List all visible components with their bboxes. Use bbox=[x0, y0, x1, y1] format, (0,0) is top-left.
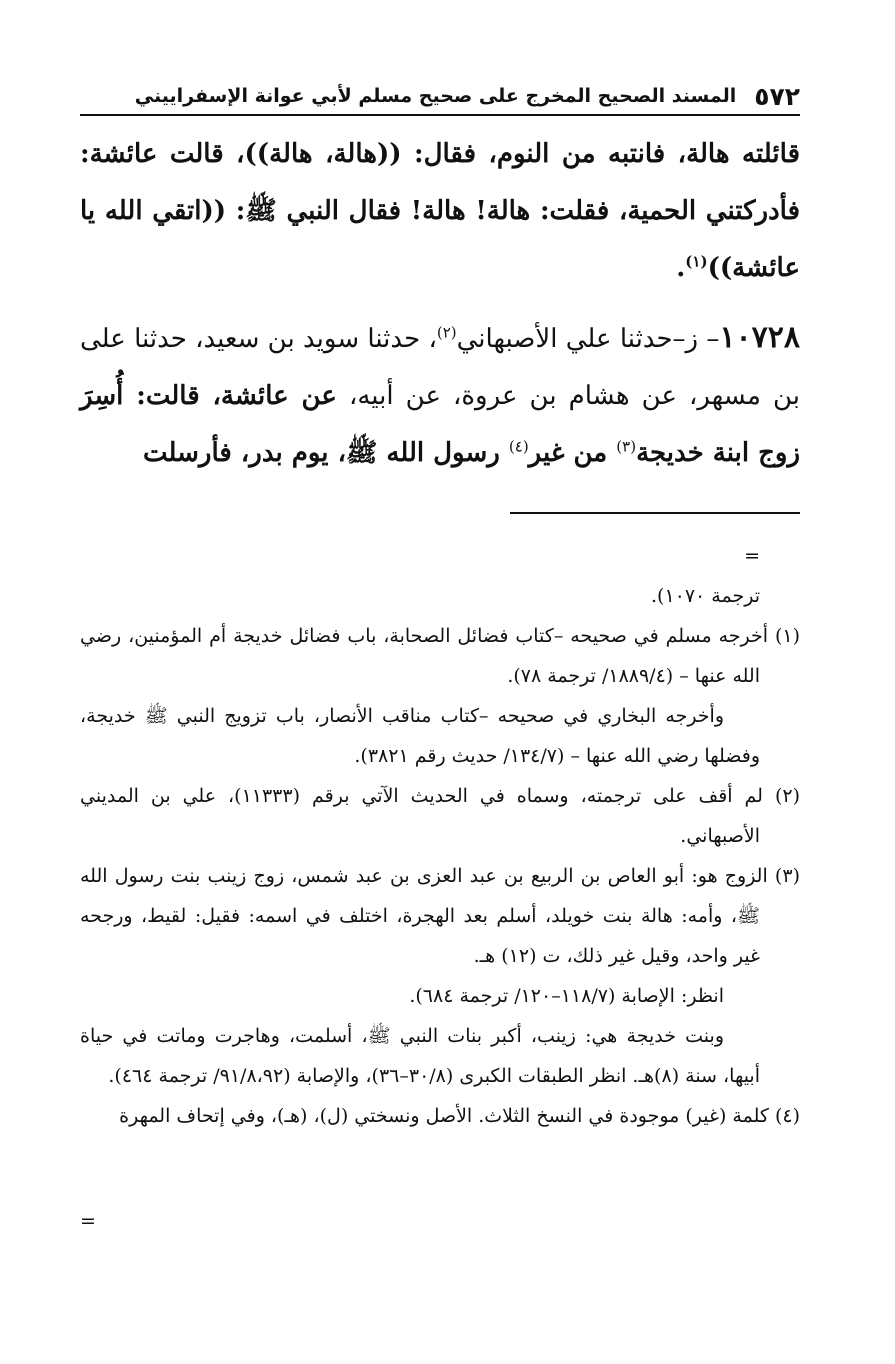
footnote-continuation bbox=[80, 536, 800, 616]
hadith-isnad-start: – ز–حدثنا علي الأصبهاني bbox=[456, 324, 720, 354]
paragraph-continuation bbox=[80, 126, 800, 297]
footnote-3-c: وبنت خديجة هي: زينب، أكبر بنات النبي ﷺ، أسلمت، وهاجرت وماتت في حياة أبيها، سنة (٨)هـ. انظر الطبقات الكبرى (٣٠/٨–٣٦)، والإصابة (٩١/٨،٩٢/ ترجمة ٤٦٤). bbox=[80, 1025, 760, 1087]
book-title: المسند الصحيح المخرج على صحيح مسلم لأبي عوانة الإسفراييني bbox=[134, 85, 737, 107]
hadith-isnad: ، حدثنا سويد بن سعيد، حدثنا على بن مسهر، عن هشام بن عروة، عن أبيه، bbox=[80, 324, 800, 411]
paragraph-end: . bbox=[676, 253, 686, 283]
hadith-matn-3: رسول الله ﷺ، يوم بدر، فأرسلت bbox=[142, 438, 509, 468]
footnote-1-b: وأخرجه البخاري في صحيحه –كتاب مناقب الأنصار، باب تزويج النبي ﷺ خديجة، وفضلها رضي الله عنها – (١٣٤/٧/ حديث رقم ٣٨٢١). bbox=[80, 705, 760, 767]
continuation-mark: = bbox=[744, 545, 760, 567]
footnote-1: (١) أخرجه مسلم في صحيحه –كتاب فضائل الصحابة، باب فضائل خديجة أم المؤمنين، رضي الله عنها – (١٨٨٩/٤/ ترجمة ٧٨). bbox=[80, 625, 800, 687]
hadith-paragraph bbox=[80, 309, 800, 482]
continuation-trail-mark: = bbox=[80, 1210, 96, 1232]
hadith-matn-2: من غير bbox=[528, 438, 617, 468]
footnote-ref-3: (٣) bbox=[616, 437, 637, 456]
main-text bbox=[80, 126, 800, 482]
footnotes bbox=[80, 536, 800, 1136]
footnote-ref-2: (٢) bbox=[436, 323, 457, 342]
page-number: ٥٧٢ bbox=[754, 81, 800, 111]
footnote-ref-1: (١) bbox=[685, 252, 708, 271]
footnote-3: (٣) الزوج هو: أبو العاص بن الربيع بن عبد العزى بن عبد شمس، زوج زينب بنت رسول الله ﷺ، وأمه: هالة بنت خويلد، أسلم بعد الهجرة، اختلف في اسمه: فقيل: لقيط، ورجحه غير واحد، وقيل غير ذلك، ت (١٢) هـ. bbox=[80, 865, 800, 967]
document-page bbox=[80, 0, 800, 1364]
footnote-2: (٢) لم أقف على ترجمته، وسماه في الحديث الآتي برقم (١١٣٣٣)، علي بن المديني الأصبهاني. bbox=[80, 785, 800, 847]
footnote-4: (٤) كلمة (غير) موجودة في النسخ الثلاث. الأصل ونسختي (ل)، (هـ)، وفي إتحاف المهرة bbox=[119, 1105, 800, 1127]
continuation-text: ترجمة ١٠٧٠). bbox=[650, 585, 760, 607]
paragraph-continuation-text: قائلته هالة، فانتبه من النوم، فقال: ((هالة، هالة))، قالت عائشة: فأدركتني الحمية، فقلت: هالة! هالة! فقال النبي ﷺ: ((اتقي الله يا عائشة)) bbox=[80, 139, 800, 283]
footnote-ref-4: (٤) bbox=[508, 437, 529, 456]
hadith-matn-1: عن عائشة، قالت: أُسِرَ زوج ابنة خديجة bbox=[80, 381, 800, 468]
running-header bbox=[80, 78, 800, 116]
hadith-number: ١٠٧٢٨ bbox=[719, 320, 800, 355]
footnote-3-b: انظر: الإصابة (١١٨/٧–١٢٠/ ترجمة ٦٨٤). bbox=[409, 985, 724, 1007]
footnote-divider bbox=[510, 512, 800, 514]
